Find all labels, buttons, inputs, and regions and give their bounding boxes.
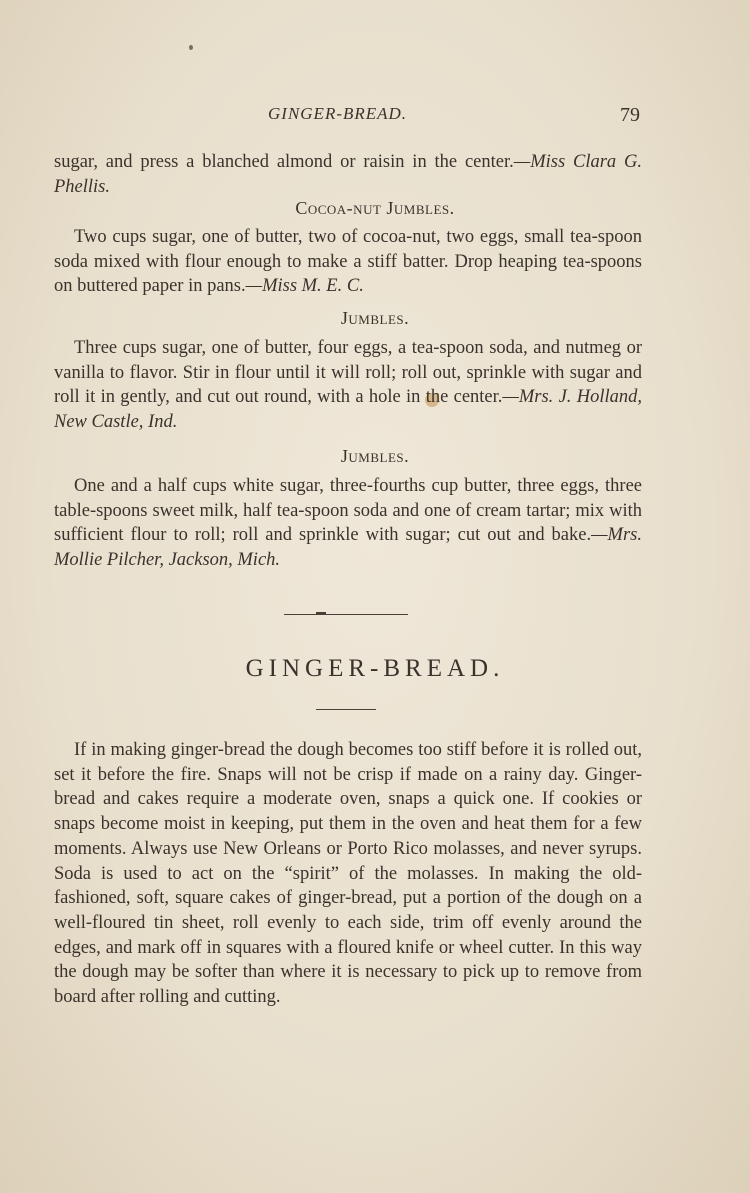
section-divider (284, 614, 408, 615)
recipe-text: Three cups sugar, one of butter, four eggs, a tea-spoon soda, and nutmeg or vanilla to flavor. Stir in flour until it will roll; roll out, sprinkle with sugar and roll it in gently, and cut out round, with a hole in the center. (54, 338, 642, 407)
attribution: —Miss M. E. C. (245, 276, 364, 296)
running-head (0, 104, 750, 130)
attribution: —Miss Clara G. Phellis. (54, 152, 642, 197)
continued-paragraph (54, 150, 642, 199)
paragraph-text: sugar, and press a blanched almond or raisin in the center. (54, 152, 514, 172)
running-title: GINGER-BREAD. (268, 104, 408, 123)
recipe-title: Jumbles. (340, 446, 410, 466)
recipe-body (54, 336, 642, 434)
recipe-body (54, 474, 642, 572)
attribution: —Mrs. J. Holland, New Castle, Ind. (54, 387, 642, 432)
recipe-text: Two cups sugar, one of butter, two of cocoa-nut, two eggs, small tea-spoon soda mixed with flour enough to make a stiff batter. Drop heaping tea-spoons on buttered paper in pans. (54, 227, 642, 296)
title-underline (316, 709, 376, 710)
ink-speck (189, 45, 193, 50)
recipe-text: One and a half cups white sugar, three-fourths cup butter, three eggs, three table-spoons sweet milk, half tea-spoon soda and one of cream tartar; mix with sufficient flour to roll; roll and sprinkle with sugar; cut out and bake. (54, 476, 642, 545)
attribution: —Mrs. Mollie Pilcher, Jackson, Mich. (54, 525, 642, 570)
section-body: If in making ginger-bread the dough becomes too stiff before it is rolled out, set it before the fire. Snaps will not be crisp if made on a rainy day. Ginger-bread and cakes require a moderate oven, snaps a quick one. If cookies or snaps become moist in keeping, put them in the oven and heat them for a few moments. Always use New Orleans or Porto Rico molasses, and never syrups. Soda is used to act on the “spirit” of the molasses. In making the old-fashioned, soft, square cakes of ginger-bread, put a portion of the dough on a well-floured tin sheet, roll evenly to each side, trim off evenly around the edges, and mark off in squares with a floured knife or wheel cutter. In this way the dough may be softer than where it is necessary to pick up to remove from board after rolling and cutting. (54, 740, 642, 1008)
divider-ornament (316, 612, 326, 615)
section-title: GINGER-BREAD. (245, 655, 505, 682)
recipe-title: Cocoa-nut Jumbles. (295, 198, 455, 218)
recipe-title: Jumbles. (340, 308, 410, 328)
page-number: 79 (620, 104, 640, 126)
recipe-body (54, 225, 642, 299)
